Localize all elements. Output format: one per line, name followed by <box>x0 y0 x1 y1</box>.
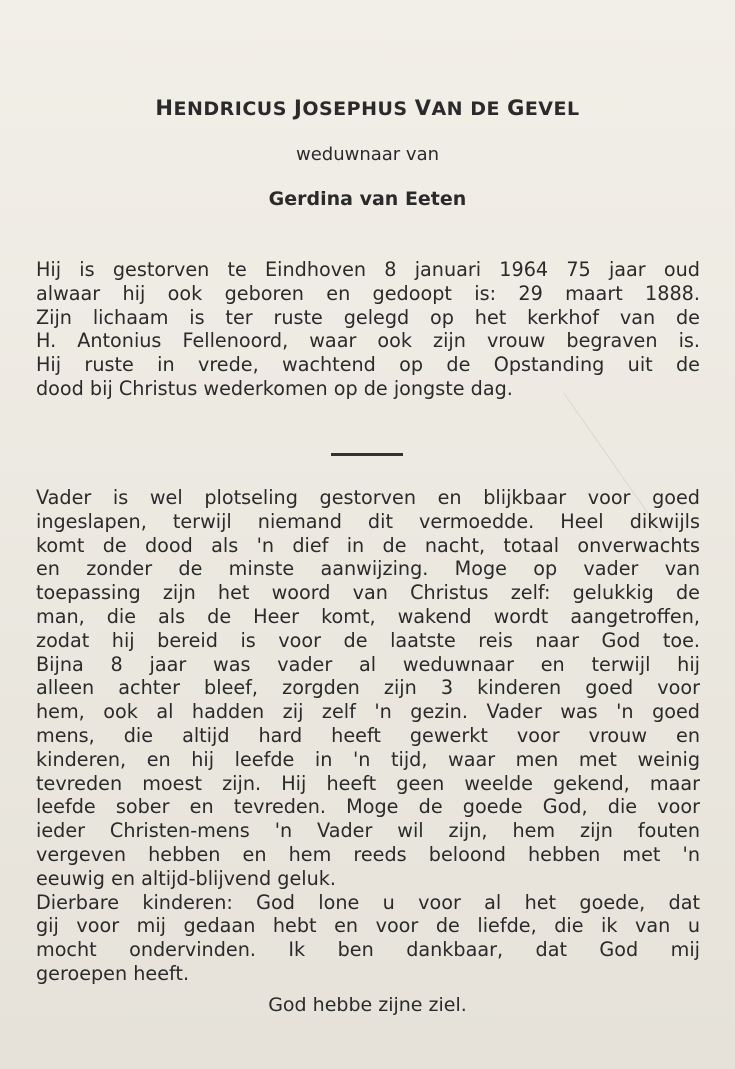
text-line: vergeven hebben en hem reeds beloond hebben met 'n <box>36 842 700 866</box>
text-line: Hij is gestorven te Eindhoven 8 januari 1964 75 jaar oud <box>36 258 700 281</box>
text-line: zodat hij bereid is voor de laatste reis naar God toe. <box>36 628 700 652</box>
text-line: kinderen, en hij leefde in 'n tijd, waar men met weinig <box>36 747 700 771</box>
text-line: hem, ook al hadden zij zelf 'n gezin. Vader was 'n goed <box>36 700 700 724</box>
text-line: mocht ondervinden. Ik ben dankbaar, dat God mij <box>36 938 700 962</box>
text-line: Bijna 8 jaar was vader al weduwnaar en terwijl hij <box>36 652 700 676</box>
text-line: komt de dood als 'n dief in de nacht, totaal onverwachts <box>36 533 700 557</box>
reflection-paragraph <box>36 486 700 986</box>
text-line: tevreden moest zijn. Hij heeft geen weelde gekend, maar <box>36 771 700 795</box>
text-line: ingeslapen, terwijl niemand dit vermoedde. Heel dikwijls <box>36 509 700 533</box>
text-line: gij voor mij gedaan hebt en voor de liefde, die ik van u <box>36 914 700 938</box>
biography-paragraph <box>36 258 700 401</box>
text-line: ieder Christen-mens 'n Vader wil zijn, hem zijn fouten <box>36 819 700 843</box>
text-line: toepassing zijn het woord van Christus zelf: gelukkig de <box>36 581 700 605</box>
text-line: H. Antonius Fellenoord, waar ook zijn vrouw begraven is. <box>36 329 700 353</box>
text-line: mens, die altijd hard heeft gewerkt voor vrouw en <box>36 723 700 747</box>
section-divider <box>331 453 403 456</box>
text-line: alwaar hij ook geboren en gedoopt is: 29 maart 1888. <box>36 281 700 305</box>
text-line: dood bij Christus wederkomen op de jongste dag. <box>36 376 513 400</box>
widower-of-text: weduwnaar van <box>295 144 440 165</box>
text-line: Vader is wel plotseling gestorven en blijkbaar voor goed <box>36 486 700 509</box>
text-line: leefde sober en tevreden. Moge de goede God, die voor <box>36 795 700 819</box>
text-line: Hij ruste in vrede, wachtend op de Opstanding uit de <box>36 353 700 377</box>
text-line: alleen achter bleef, zorgden zijn 3 kinderen goed voor <box>36 676 700 700</box>
text-line: en zonder de minste aanwijzing. Moge op vader van <box>36 557 700 581</box>
closing-prayer: God hebbe zijne ziel. <box>268 994 467 1016</box>
text-line: eeuwig en altijd-blijvend geluk. <box>36 866 336 890</box>
text-line: man, die als de Heer komt, wakend wordt aangetroffen, <box>36 604 700 628</box>
text-line: Zijn lichaam is ter ruste gelegd op het kerkhof van de <box>36 305 700 329</box>
text-line: Dierbare kinderen: God lone u voor al het goede, dat <box>36 890 700 914</box>
deceased-name: HENDRICUS JOSEPHUS VAN DE GEVEL <box>155 96 580 120</box>
text-line: geroepen heeft. <box>36 961 190 985</box>
spouse-name: Gerdina van Eeten <box>268 188 467 210</box>
